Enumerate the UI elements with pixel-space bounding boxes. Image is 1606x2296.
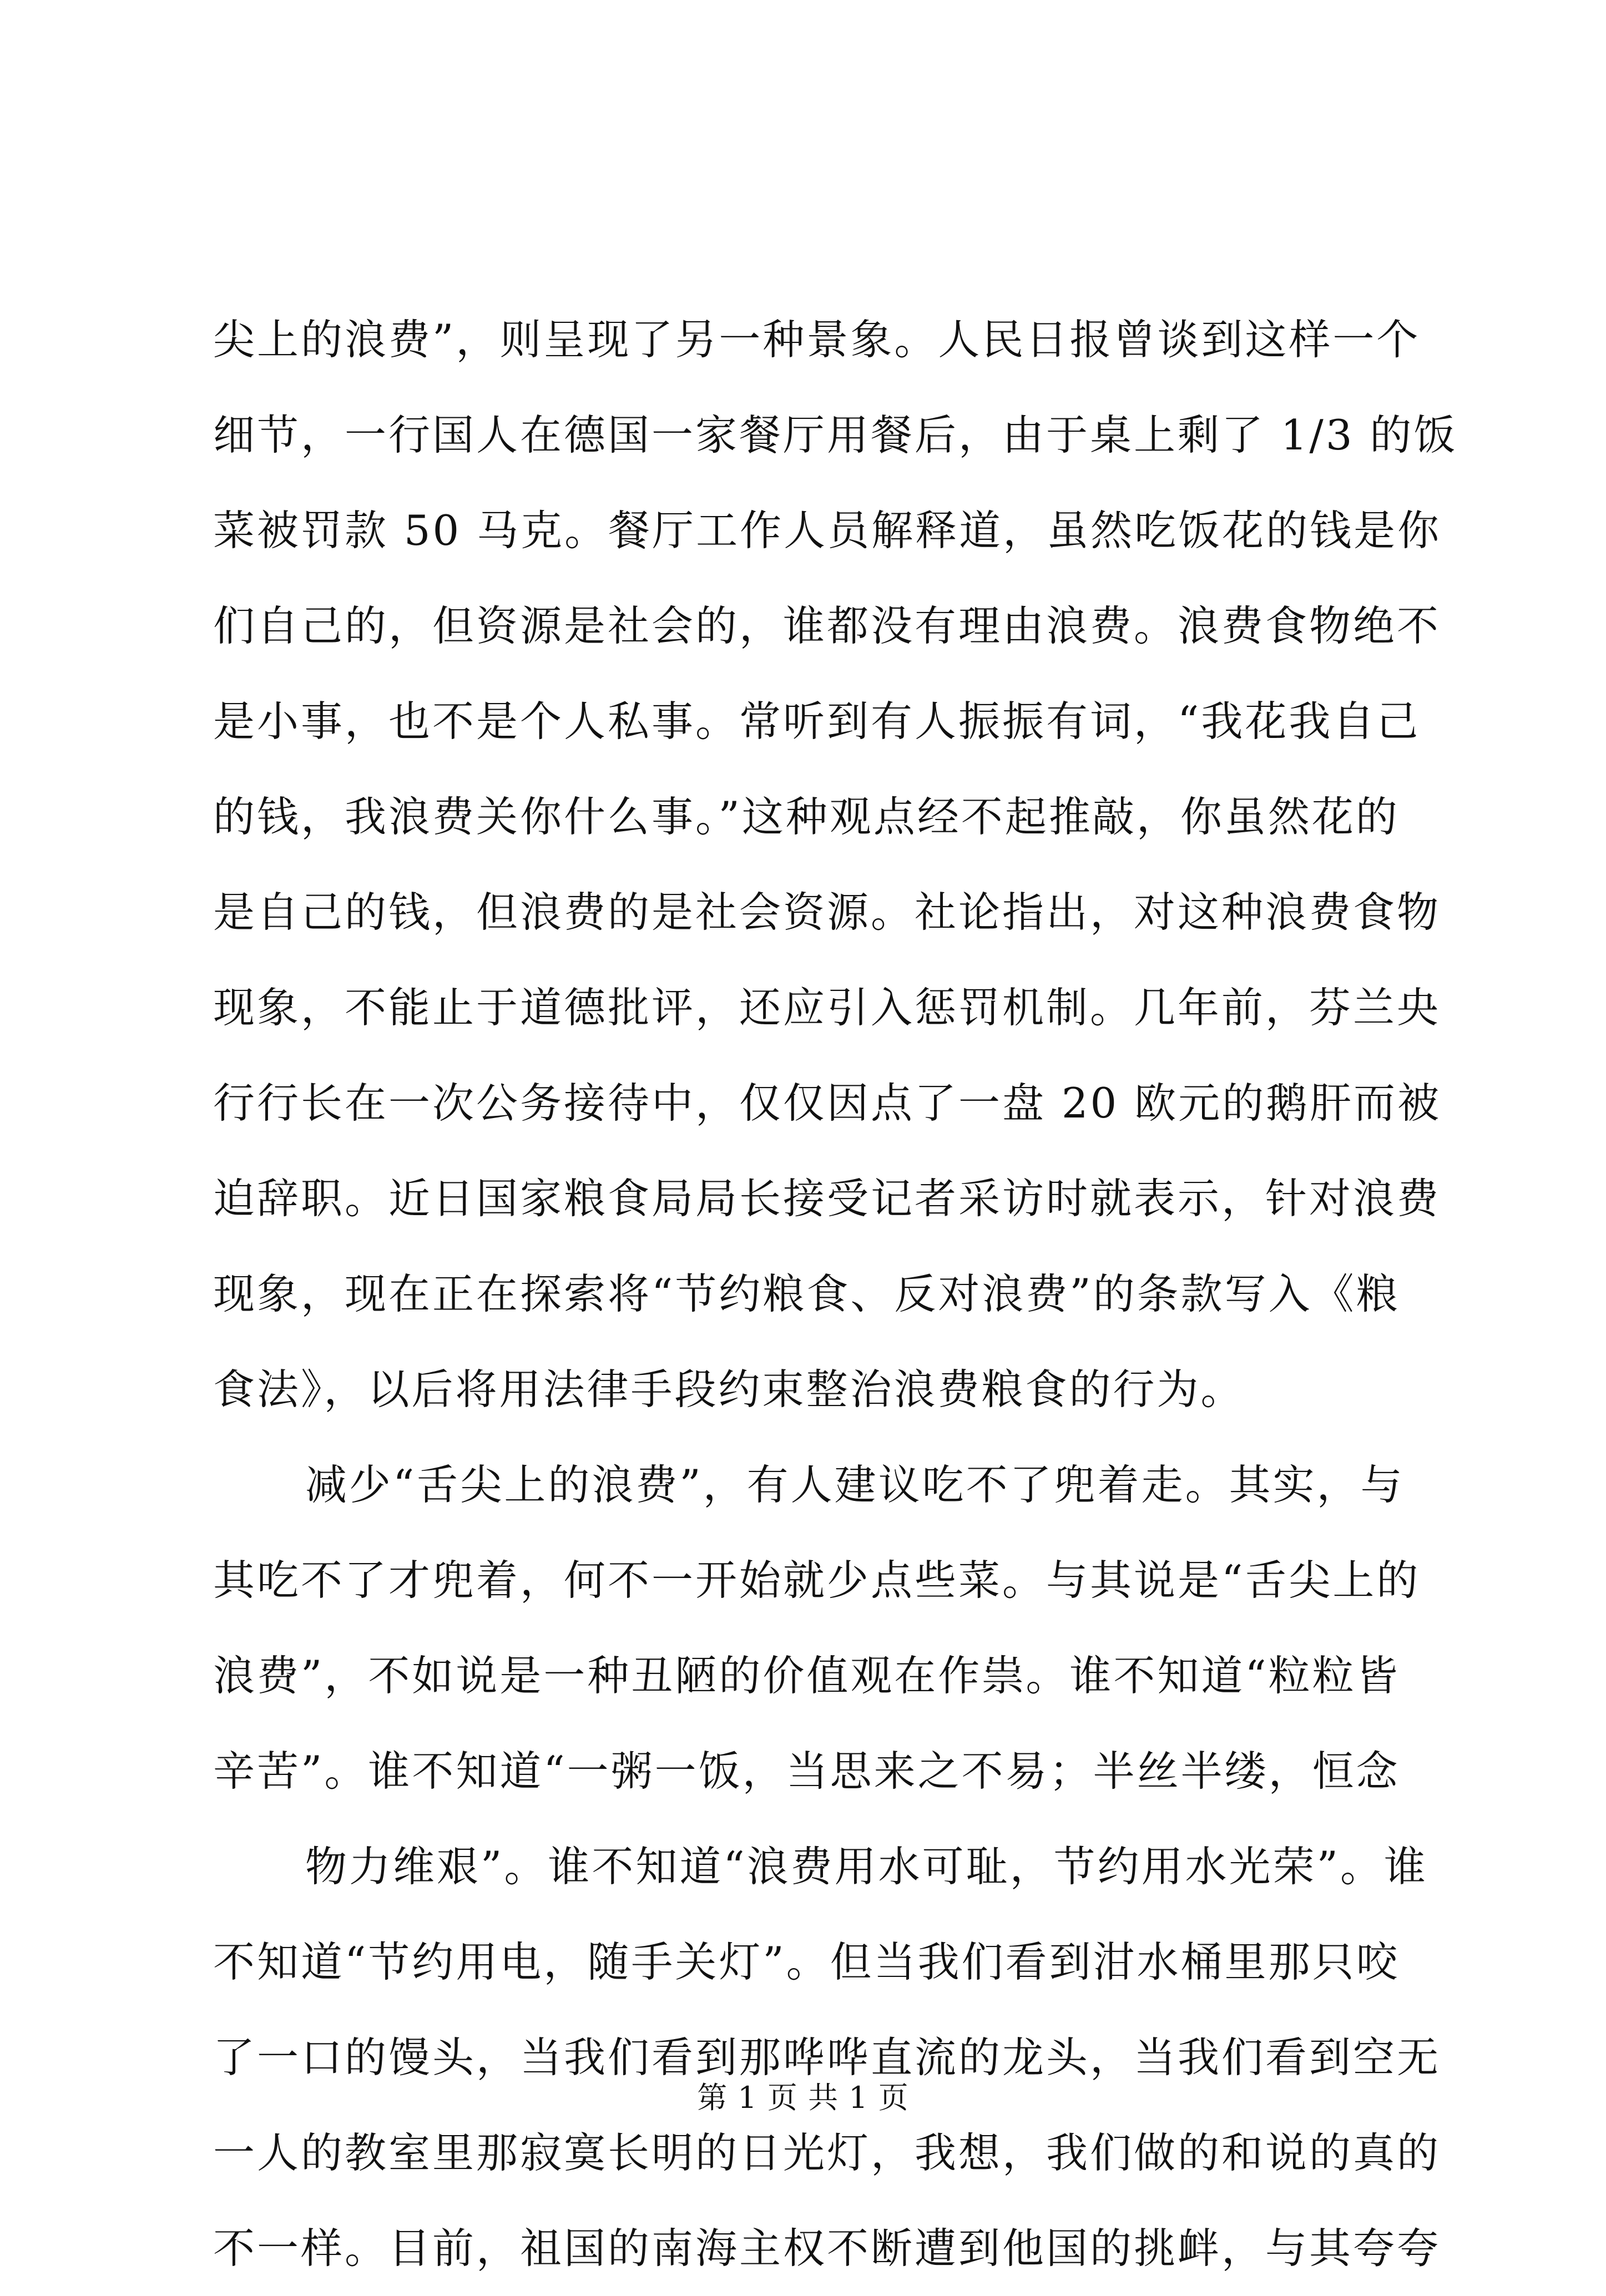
- text-line: 行行长在一次公务接待中，仅仅因点了一盘 20 欧元的鹅肝而被: [213, 1079, 1442, 1127]
- text-line: 浪费”，不如说是一种丑陋的价值观在作祟。谁不知道“粒粒皆: [213, 1651, 1400, 1700]
- page-footer: [0, 2078, 1606, 2117]
- text-line: 食法》，以后将用法律手段约束整治浪费粮食的行为。: [213, 1365, 1245, 1414]
- text-line: 不一样。目前，祖国的南海主权不断遭到他国的挑衅，与其夸夸: [213, 2224, 1441, 2273]
- text-line: 辛苦”。谁不知道“一粥一饭，当思来之不易；半丝半缕，恒念: [213, 1747, 1400, 1796]
- text-line: 是小事，也不是个人私事。常听到有人振振有词，“我花我自己: [213, 697, 1421, 746]
- text-line: 是自己的钱，但浪费的是社会资源。社论指出，对这种浪费食物: [213, 888, 1441, 937]
- text-line: 现象，现在正在探索将“节约粮食、反对浪费”的条款写入《粮: [213, 1270, 1400, 1318]
- text-line: 们自己的，但资源是社会的，谁都没有理由浪费。浪费食物绝不: [213, 601, 1441, 650]
- text-line: 其吃不了才兜着，何不一开始就少点些菜。与其说是“舌尖上的: [213, 1556, 1421, 1605]
- text-line: 菜被罚款 50 马克。餐厅工作人员解释道，虽然吃饭花的钱是你: [213, 506, 1442, 555]
- paragraph: [213, 1819, 1441, 2296]
- text-line: 一人的教室里那寂寞长明的日光灯，我想，我们做的和说的真的: [213, 2128, 1441, 2177]
- text-line: 了一口的馒头，当我们看到那哗哗直流的龙头，当我们看到空无: [213, 2033, 1441, 2082]
- text-line: 尖上的浪费”，则呈现了另一种景象。人民日报曾谈到这样一个: [213, 315, 1421, 364]
- text-line: 减少“舌尖上的浪费”，有人建议吃不了兜着走。其实，与: [305, 1460, 1405, 1509]
- text-line: 细节，一行国人在德国一家餐厅用餐后，由于桌上剩了 1/3 的饭: [213, 411, 1458, 459]
- page-number: 第 1 页 共 1 页: [697, 2080, 909, 2115]
- body-text: [213, 292, 1458, 2296]
- paragraph: [213, 1437, 1421, 1819]
- text-line: 现象，不能止于道德批评，还应引入惩罚机制。几年前，芬兰央: [213, 983, 1441, 1032]
- text-line: 不知道“节约用电，随手关灯”。但当我们看到泔水桶里那只咬: [213, 1938, 1400, 1986]
- paragraph: [213, 292, 1458, 1437]
- text-line: 物力维艰”。谁不知道“浪费用水可耻，节约用水光荣”。谁: [305, 1842, 1428, 1891]
- text-line: 的钱，我浪费关你什么事。”这种观点经不起推敲，你虽然花的: [213, 792, 1400, 841]
- text-line: 迫辞职。近日国家粮食局局长接受记者采访时就表示，针对浪费: [213, 1174, 1441, 1223]
